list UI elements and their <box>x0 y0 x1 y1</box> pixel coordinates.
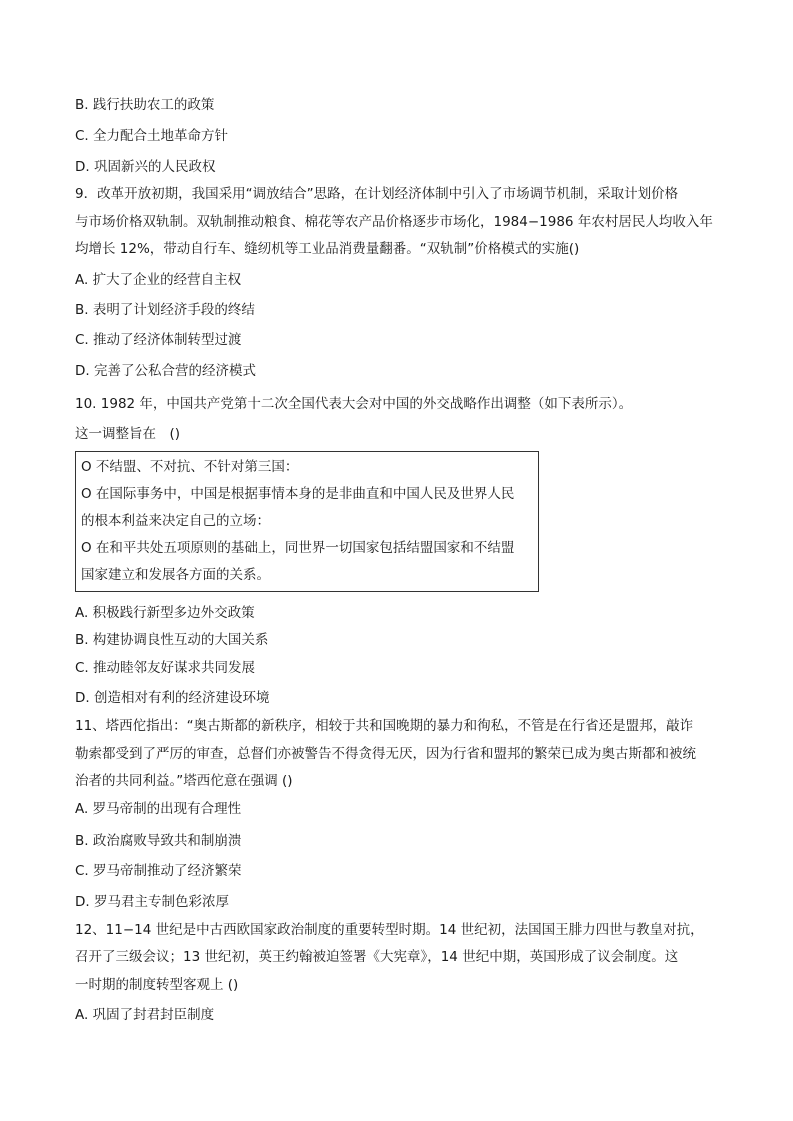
q10-stem-line-1: 10. 1982 年，中国共产党第十二次全国代表大会对中国的外交战略作出调整（如下表所示）。 <box>75 396 633 412</box>
q9-stem-line-3: 均增长 12%，带动自行车、缝纫机等工业品消费量翻番。“双轨制”价格模式的实施() <box>75 241 580 257</box>
q10-box-line-2: O 在国际事务中，中国是根据事情本身的是非曲直和中国人民及世界人民 <box>81 486 515 502</box>
q9-option-d: D. 完善了公私合营的经济模式 <box>75 363 256 379</box>
q12-stem-line-3: 一时期的制度转型客观上 () <box>75 977 239 993</box>
q10-option-b: B. 构建协调良性互动的大国关系 <box>75 632 269 648</box>
q10-box-line-4: O 在和平共处五项原则的基础上，同世界一切国家包括结盟国家和不结盟 <box>81 540 515 556</box>
q11-option-a: A. 罗马帝制的出现有合理性 <box>75 801 242 817</box>
q9-stem-line-2: 与市场价格双轨制。双轨制推动粮食、棉花等农产品价格逐步市场化，1984−1986 年农村居民人均收入年 <box>75 214 713 230</box>
q11-option-c: C. 罗马帝制推动了经济繁荣 <box>75 863 242 879</box>
q10-box-line-5: 国家建立和发展各方面的关系。 <box>81 567 270 583</box>
q11-option-b: B. 政治腐败导致共和制崩溃 <box>75 833 242 849</box>
q12-stem-line-1: 12、11−14 世纪是中古西欧国家政治制度的重要转型时期。14 世纪初，法国国王腓力四世与教皇对抗， <box>75 922 704 938</box>
q10-option-d: D. 创造相对有利的经济建设环境 <box>75 690 270 706</box>
q10-option-a: A. 积极践行新型多边外交政策 <box>75 605 255 621</box>
q10-box-line-3: 的根本利益来决定自己的立场： <box>81 513 270 529</box>
q9-option-b: B. 表明了计划经济手段的终结 <box>75 302 255 318</box>
q8-option-c: C. 全力配合土地革命方针 <box>75 128 229 144</box>
q11-stem-line-3: 治者的共同利益。”塔西佗意在强调 () <box>75 773 293 789</box>
q11-option-d: D. 罗马君主专制色彩浓厚 <box>75 894 229 910</box>
q9-option-c: C. 推动了经济体制转型过渡 <box>75 332 242 348</box>
q11-stem-line-2: 勒索都受到了严厉的审查，总督们亦被警告不得贪得无厌，因为行省和盟邦的繁荣已成为奥古斯都和被统 <box>75 746 696 762</box>
q8-option-b: B. 践行扶助农工的政策 <box>75 97 215 113</box>
q10-stem-line-2: 这一调整旨在 () <box>75 426 181 442</box>
q9-stem-line-1: 9．改革开放初期，我国采用“调放结合”思路，在计划经济体制中引入了市场调节机制，采取计划价格 <box>75 186 679 202</box>
q11-stem-line-1: 11、塔西佗指出：“奥古斯都的新秩序，相较于共和国晚期的暴力和徇私，不管是在行省还是盟邦，敲诈 <box>75 718 694 734</box>
q8-option-d: D. 巩固新兴的人民政权 <box>75 159 216 175</box>
q10-material-box <box>75 451 539 592</box>
q9-option-a: A. 扩大了企业的经营自主权 <box>75 272 242 288</box>
q10-option-c: C. 推动睦邻友好谋求共同发展 <box>75 660 256 676</box>
q10-box-line-1: O 不结盟、不对抗、不针对第三国： <box>81 459 299 475</box>
q12-option-a: A. 巩固了封君封臣制度 <box>75 1007 215 1023</box>
q12-stem-line-2: 召开了三级会议；13 世纪初，英王约翰被迫签署《大宪章》，14 世纪中期，英国形成了议会制度。这 <box>75 949 679 965</box>
